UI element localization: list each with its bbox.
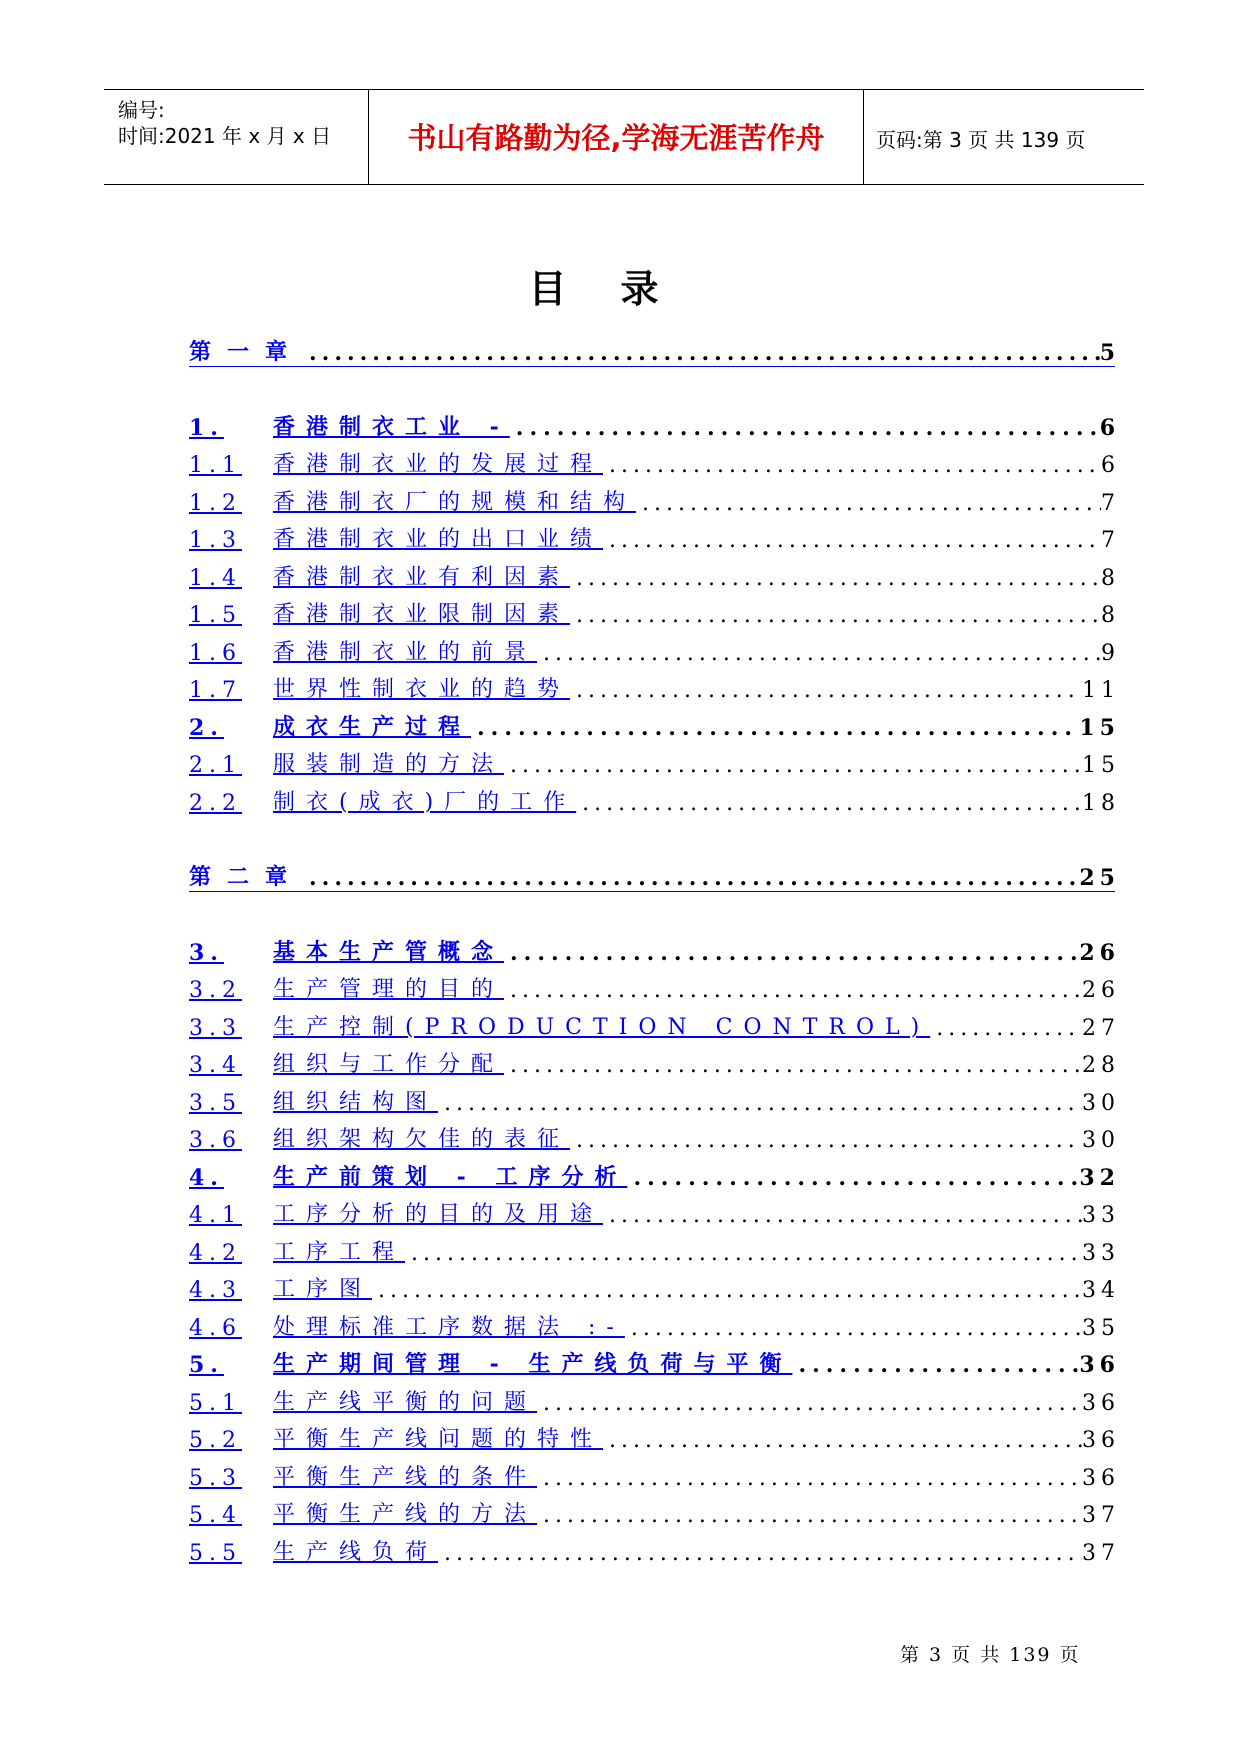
toc-dot-leader: [543, 1466, 1082, 1491]
toc-page-number: 36: [1082, 1428, 1120, 1453]
toc-entry[interactable]: [189, 969, 1120, 1003]
toc-entry-title[interactable]: 香港制衣业的出口业绩: [273, 527, 604, 552]
toc-dot-leader: [510, 1053, 1082, 1078]
toc-entry-title[interactable]: 工序图: [273, 1277, 373, 1302]
toc-entry[interactable]: [189, 707, 1120, 741]
toc-page-number: 15: [1082, 753, 1120, 778]
toc-entry-number[interactable]: 1.6: [189, 641, 242, 666]
toc-dot-leader: [477, 715, 1079, 741]
toc-dot-leader: [609, 453, 1101, 478]
toc-entry-title[interactable]: 组织架构欠佳的表征: [273, 1127, 571, 1152]
toc-dot-leader: [936, 1016, 1082, 1041]
toc-entry[interactable]: [189, 744, 1120, 778]
motto: 书山有路勤为径,学海无涯苦作舟: [407, 121, 825, 155]
toc-page-number: 36: [1082, 1466, 1120, 1491]
toc-entry[interactable]: [189, 594, 1120, 628]
page-footer: 第 3 页 共 139 页: [900, 1644, 1081, 1666]
toc-entry-number[interactable]: 3.2: [189, 978, 242, 1003]
toc-dot-leader: [309, 340, 1100, 366]
toc-entry-title[interactable]: 生产管理的目的: [273, 977, 505, 1002]
toc-entry-title[interactable]: 生产控制(PRODUCTION CONTROL): [273, 1015, 931, 1040]
toc-entry-title[interactable]: 工序分析的目的及用途: [273, 1202, 604, 1227]
toc-page-number: 25: [1079, 865, 1120, 891]
toc-page-number: 26: [1082, 978, 1120, 1003]
toc-entry[interactable]: [189, 1157, 1120, 1191]
toc-dot-leader: [510, 978, 1082, 1003]
toc-page-number: 36: [1079, 1352, 1120, 1378]
header-motto-cell: [369, 90, 864, 184]
toc-entry-number[interactable]: 1.1: [189, 453, 242, 478]
toc-page-number: 32: [1079, 1165, 1120, 1191]
toc-entry[interactable]: [189, 407, 1120, 441]
toc-entry-number[interactable]: 5.: [189, 1352, 224, 1378]
toc-dot-leader: [576, 1128, 1082, 1153]
toc-entry[interactable]: [189, 1382, 1120, 1416]
toc-entry[interactable]: [189, 332, 1120, 367]
toc-entry-title[interactable]: 香港制衣业限制因素: [273, 602, 571, 627]
toc-dot-leader: [633, 1165, 1079, 1191]
toc-entry-number[interactable]: 4.3: [189, 1278, 242, 1303]
toc-entry-title[interactable]: 服装制造的方法: [273, 752, 505, 777]
toc-entry[interactable]: [189, 782, 1120, 816]
toc-entry-title[interactable]: 香港制衣厂的规模和结构: [273, 490, 637, 515]
toc-entry-number[interactable]: 1.4: [189, 566, 242, 591]
toc-page-number: 37: [1082, 1503, 1120, 1528]
toc-entry-title[interactable]: 成衣生产过程: [273, 714, 472, 740]
toc-entry-number[interactable]: 3.5: [189, 1091, 242, 1116]
toc-entry[interactable]: [189, 557, 1120, 591]
toc-page-number: 8: [1101, 603, 1120, 628]
toc-entry[interactable]: [189, 1232, 1120, 1266]
toc-page-number: 6: [1099, 415, 1120, 441]
page-title: 目录: [528, 267, 713, 311]
toc-entry-number[interactable]: 4.6: [189, 1316, 242, 1341]
toc-entry-title[interactable]: 制衣(成衣)厂的工作: [273, 790, 577, 815]
toc-entry-title[interactable]: 基本生产管概念: [273, 939, 505, 965]
toc-page-number: 36: [1082, 1391, 1120, 1416]
toc-entry-title[interactable]: 香港制衣业的发展过程: [273, 452, 604, 477]
toc-dot-leader: [378, 1278, 1082, 1303]
toc-dot-leader: [582, 791, 1082, 816]
toc-dot-leader: [576, 566, 1101, 591]
toc-entry-number[interactable]: 3.6: [189, 1128, 242, 1153]
toc-dot-leader: [642, 491, 1101, 516]
toc-entry-number[interactable]: 5.1: [189, 1391, 242, 1416]
number-label: 编号:: [118, 98, 165, 122]
toc-dot-leader: [576, 678, 1082, 703]
toc-page-number: 8: [1101, 566, 1120, 591]
toc-entry[interactable]: [189, 1007, 1120, 1041]
toc-page-number: 33: [1082, 1203, 1120, 1228]
toc-entry-title[interactable]: 处理标准工序数据法 :-: [273, 1315, 625, 1340]
toc-dot-leader: [444, 1091, 1082, 1116]
toc-page-number: 28: [1082, 1053, 1120, 1078]
toc-entry-number[interactable]: 1.5: [189, 603, 242, 628]
toc-entry[interactable]: [189, 1044, 1120, 1078]
header-page-label: 页码:第 3 页 共 139 页: [876, 128, 1086, 152]
toc-entry[interactable]: [189, 444, 1120, 478]
header-page-cell: [864, 90, 1144, 184]
toc-entry[interactable]: [189, 1419, 1120, 1453]
toc-entry-number[interactable]: 5.4: [189, 1503, 242, 1528]
toc-entry[interactable]: [189, 632, 1120, 666]
toc-entry-title[interactable]: 香港制衣业有利因素: [273, 565, 571, 590]
toc-dot-leader: [543, 641, 1101, 666]
toc-page-number: 5: [1099, 340, 1120, 366]
toc-entry-number[interactable]: 3.: [189, 940, 224, 966]
header-info-cell: [104, 90, 369, 184]
toc-dot-leader: [510, 940, 1079, 966]
toc-entry-title[interactable]: 生产线平衡的问题: [273, 1390, 538, 1415]
toc-entry-number[interactable]: 1.2: [189, 491, 242, 516]
toc-entry-title[interactable]: 第二章: [189, 864, 304, 890]
toc-page-number: 18: [1082, 791, 1120, 816]
toc-dot-leader: [798, 1352, 1079, 1378]
toc-page-number: 7: [1101, 491, 1120, 516]
toc-entry-number[interactable]: 1.3: [189, 528, 242, 553]
toc-entry-title[interactable]: 生产期间管理 - 生产线负荷与平衡: [273, 1351, 793, 1377]
toc-entry-number[interactable]: 4.1: [189, 1203, 242, 1228]
toc-entry-number[interactable]: 4.2: [189, 1241, 242, 1266]
toc-entry[interactable]: [189, 1082, 1120, 1116]
toc-entry-title[interactable]: 世界性制衣业的趋势: [273, 677, 571, 702]
toc-entry-title[interactable]: 平衡生产线问题的特性: [273, 1427, 604, 1452]
toc-page-number: 9: [1101, 641, 1120, 666]
toc-entry[interactable]: [189, 1269, 1120, 1303]
toc-entry-number[interactable]: 4.: [189, 1165, 224, 1191]
toc-entry-title[interactable]: 工序工程: [273, 1240, 406, 1265]
toc-dot-leader: [543, 1391, 1082, 1416]
toc-page-number: 35: [1082, 1316, 1120, 1341]
toc-entry-number[interactable]: 1.: [189, 415, 224, 441]
toc-entry-title[interactable]: 香港制衣业的前景: [273, 640, 538, 665]
page-header: [104, 89, 1144, 185]
toc-entry[interactable]: [189, 1194, 1120, 1228]
toc-entry[interactable]: [189, 1344, 1120, 1378]
toc-entry-number[interactable]: 2.2: [189, 791, 242, 816]
toc-entry-title[interactable]: 组织结构图: [273, 1090, 439, 1115]
toc-page-number: 27: [1082, 1016, 1120, 1041]
toc-dot-leader: [444, 1541, 1082, 1566]
toc-entry-number[interactable]: 3.3: [189, 1016, 242, 1041]
toc-entry[interactable]: [189, 1307, 1120, 1341]
toc-page-number: 30: [1082, 1128, 1120, 1153]
toc-entry-number[interactable]: 5.2: [189, 1428, 242, 1453]
toc-entry-number[interactable]: 5.5: [189, 1541, 242, 1566]
toc-page-number: 11: [1082, 678, 1120, 703]
toc-page-number: 6: [1101, 453, 1120, 478]
toc-page-number: 26: [1079, 940, 1120, 966]
toc-entry-title[interactable]: 第一章: [189, 339, 304, 365]
toc-dot-leader: [609, 1428, 1082, 1453]
toc-page-number: 30: [1082, 1091, 1120, 1116]
toc-dot-leader: [576, 603, 1101, 628]
toc-entry-title[interactable]: 香港制衣工业 -: [273, 414, 510, 440]
toc-entry[interactable]: [189, 482, 1120, 516]
toc-entry[interactable]: [189, 857, 1120, 892]
toc-entry-title[interactable]: 平衡生产线的条件: [273, 1465, 538, 1490]
toc-entry-number[interactable]: 2.: [189, 715, 224, 741]
toc-entry[interactable]: [189, 1494, 1120, 1528]
toc-entry[interactable]: [189, 1532, 1120, 1566]
toc-dot-leader: [510, 753, 1082, 778]
toc-entry-title[interactable]: 生产前策划 - 工序分析: [273, 1164, 628, 1190]
toc-dot-leader: [543, 1503, 1082, 1528]
toc-page-number: 7: [1101, 528, 1120, 553]
toc-entry-number[interactable]: 1.7: [189, 678, 242, 703]
toc-dot-leader: [609, 1203, 1082, 1228]
toc-page-number: 34: [1082, 1278, 1120, 1303]
toc-entry-title[interactable]: 平衡生产线的方法: [273, 1502, 538, 1527]
toc-dot-leader: [609, 528, 1101, 553]
toc-dot-leader: [309, 865, 1079, 891]
toc-page-number: 37: [1082, 1541, 1120, 1566]
toc-page-number: 15: [1079, 715, 1120, 741]
toc-entry-number[interactable]: 2.1: [189, 753, 242, 778]
toc-entry-number[interactable]: 5.3: [189, 1466, 242, 1491]
toc-entry-number[interactable]: 3.4: [189, 1053, 242, 1078]
toc-dot-leader: [631, 1316, 1082, 1341]
toc-entry[interactable]: [189, 1119, 1120, 1153]
toc-entry[interactable]: [189, 669, 1120, 703]
toc-entry-title[interactable]: 生产线负荷: [273, 1540, 439, 1565]
toc-entry-title[interactable]: 组织与工作分配: [273, 1052, 505, 1077]
toc-entry[interactable]: [189, 1457, 1120, 1491]
time-label: 时间:2021 年 x 月 x 日: [118, 124, 332, 148]
toc-page-number: 33: [1082, 1241, 1120, 1266]
toc-entry[interactable]: [189, 519, 1120, 553]
toc-entry[interactable]: [189, 932, 1120, 966]
toc-dot-leader: [516, 415, 1100, 441]
toc-dot-leader: [411, 1241, 1082, 1266]
